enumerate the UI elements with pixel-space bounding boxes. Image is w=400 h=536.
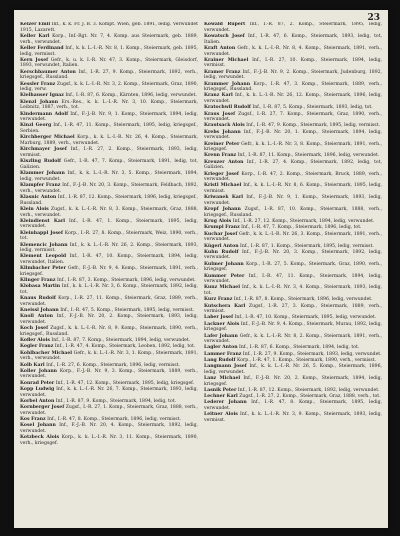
list-entry	[204, 46, 382, 57]
entry-text: Inf., I.-R. 87, 8. Komp., Steiermark, 1896, ledig, verwundet.	[233, 297, 373, 303]
entry-text: Korp., I.-R. 27, 11. Komp., Steiermark, Graz, 1889, verh., verwundet.	[20, 296, 198, 308]
list-entry	[204, 58, 382, 69]
entry-text: Inf., I.-R. 87, 3. Komp., Steiermark, 1896, ledig, verwundet.	[56, 278, 196, 284]
entry-text: Inf., k. k. L.-I.-R. Nr. 8, 1. Komp., Steiermark, geb. 1895, ledig, vermisst.	[20, 45, 198, 57]
entry-text: Inf., I.-R. 87, 5. Komp., Steiermark, 1893, ledig, tot.	[252, 105, 373, 111]
entry-text: Gefr., k. k. L.-I.-R. Nr. 26, 3. Komp., Steiermark, 1891, verh., verwundet.	[204, 231, 382, 243]
list-entry	[20, 296, 198, 307]
entry-name: Krumpl Franz	[204, 225, 240, 231]
list-entry	[204, 105, 382, 111]
entry-name: Kraft Anton	[204, 45, 236, 51]
list-entry	[204, 22, 382, 33]
entry-name: Klammer Johann	[20, 171, 65, 177]
entry-name: Lafer Johann	[204, 333, 238, 339]
entry-name: Kleinhappl Josef	[20, 230, 63, 236]
entry-name: Krug Alois	[204, 219, 232, 225]
entry-name: Lanz Michael	[204, 375, 241, 381]
entry-text: Inf., F.-J.-B. Nr. 9, 2. Komp., Steiermark, Judenburg, 1892, ledig, verwundet.	[204, 69, 382, 81]
entry-text: Inf., I.-R. 47, 4. Komp., Steiermark, Leoben, 1892, ledig, tot.	[54, 344, 196, 350]
list-entry	[204, 82, 382, 93]
entry-name: Kügerl Anton	[204, 243, 239, 249]
entry-text: Inf., I.-R. 47, 7. Komp., Steiermark, 1896, ledig, tot.	[241, 225, 362, 231]
list-entry	[20, 381, 198, 387]
entry-name: Kreuzer Anton	[204, 159, 244, 165]
entry-text: Korp., k. k. L.-I.-R. Nr. 3, 11. Komp., Steiermark, 1890, verh., kriegsgef.	[20, 435, 198, 446]
entry-text: Inf., I.-R. 87, 9. Komp., Steiermark, 1894, ledig, tot.	[55, 398, 177, 404]
entry-name: Kowatsch Josef	[204, 33, 245, 39]
list-entry	[204, 364, 382, 375]
entry-name: Korbel Anton	[20, 398, 55, 404]
entry-name: Kulmer Johann	[204, 261, 244, 267]
list-entry	[20, 344, 198, 350]
list-entry	[204, 123, 382, 129]
list-entry	[20, 314, 198, 325]
entry-text: Inf., F.-J.-B. Nr. 9, 4. Komp., Steiermark, Murau, 1892, ledig, kriegsgef.	[204, 321, 382, 333]
entry-name: Konrad Peter	[20, 380, 55, 386]
entry-text: Gefr., k. k. L.-I.-R. Nr. 8, 2. Komp., Steiermark, 1891, verh., verwundet.	[204, 333, 382, 345]
entry-name: Lechner Karl	[204, 394, 238, 400]
entry-name: Kopp Ludwig	[20, 386, 55, 392]
entry-text: Inf., F.-J.-B. Nr. 9, 1. Komp., Steiermark, 1894, ledig, verwundet.	[20, 111, 198, 123]
list-entry	[20, 219, 198, 230]
entry-text: Inf., F.-J.-B. Nr. 20, 1. Komp., Steiermark, 1894, ledig, verwundet.	[204, 129, 382, 141]
list-entry	[20, 82, 198, 93]
list-entry	[20, 387, 198, 398]
entry-name: Lackner Alois	[204, 321, 240, 327]
entry-text: Inf., I.-R. 87, 11. Komp., Steiermark, 1896, ledig, verwundet.	[237, 153, 380, 159]
list-entry	[20, 171, 198, 182]
entry-text: Gefr., k. u. k. I.-R. Nr. 47, 3. Komp., Steiermark, Gleisdorf, 1893, verwundet, Italien.	[20, 57, 198, 69]
list-entry	[20, 243, 198, 254]
entry-name: Kunz Michael	[204, 285, 240, 291]
entry-text: Inf., I.-R. 47, 10. Komp., Steiermark, 1894, ledig, verwundet, Italien.	[20, 254, 198, 266]
entry-name: Lederer Johann	[204, 400, 247, 406]
entry-text: Inf., k. k. L.-I.-R. Nr. 3, 6. Komp., Steiermark, 1892, ledig, tot.	[20, 284, 198, 296]
entry-name: Krebs Johann	[204, 129, 241, 135]
list-entry	[204, 285, 382, 296]
entry-name: Koch Josef	[20, 326, 49, 332]
entry-name: Krieger Josef	[204, 171, 239, 177]
list-entry	[204, 130, 382, 141]
entry-text: Inf., I.-R. 87, 1. Komp., Steiermark, 1895, ledig, vermisst.	[240, 243, 374, 249]
entry-name: Kropf Johann	[204, 207, 241, 213]
list-entry	[20, 70, 198, 81]
entry-name: Lang Rudolf	[204, 357, 236, 363]
entry-name: Krautsack Alois	[204, 123, 245, 129]
list-entry	[20, 231, 198, 242]
list-entry	[204, 274, 382, 285]
entry-name: Klinger Franz	[20, 278, 56, 284]
entry-text: Korp., Inf.-Rgt. Nr. 7, 4. Komp. aus Steiermark, geb. 1889, verh., verwundet.	[20, 33, 198, 45]
entry-name: Klemencic Johann	[20, 242, 68, 248]
list-entry	[20, 351, 198, 362]
entry-text: Inf., F.-J.-B. Nr. 20, 2. Komp., Steiermark, 1894, ledig, kriegsgef.	[204, 375, 382, 387]
entry-name: Kramer Franz	[204, 69, 241, 75]
list-entry	[204, 160, 382, 171]
list-entry	[204, 400, 382, 411]
entry-text: Inf., k. k. L.-I.-R. Nr. 26, 12. Komp., Steiermark, 1896, ledig, verwundet.	[204, 93, 382, 105]
list-entry	[204, 195, 382, 206]
list-entry	[204, 70, 382, 81]
entry-name: Kristl Michael	[204, 183, 242, 189]
entry-text: Inf., I.-R. 47, 8. Komp., Steiermark, 1896, ledig, vermisst.	[47, 416, 181, 422]
list-entry	[20, 135, 198, 146]
list-entry	[204, 388, 382, 394]
entry-text: Inf., I.-R. 47, 11. Komp., Steiermark, 1895, ledig, kriegsgef., Serbien.	[20, 123, 198, 135]
list-entry	[20, 112, 198, 123]
entry-text: Zugsf., k. k. L.-I.-R. Nr. 8, 3. Komp., Steiermark, Graz, 1888, verh., verwundet.	[20, 206, 198, 218]
entry-text: Inf., I.-R. 87, 12. Komp., Steiermark, 1892, ledig, verwundet.	[237, 387, 380, 393]
entry-text: Inf., k. k. L.-I.-R. Nr. 26, 7. Komp., Steiermark, 1893, ledig, verwundet.	[20, 386, 198, 398]
list-entry	[204, 315, 382, 321]
entry-name: Lammer Franz	[204, 351, 242, 357]
list-entry	[204, 352, 382, 358]
list-entry	[20, 207, 198, 218]
entry-name: Kreiner Peter	[204, 141, 240, 147]
entry-text: Zugsf., I.-R. 87, 10. Komp., Steiermark, 1888, verh., kriegsgef., Russland.	[204, 207, 382, 218]
entry-text: Inf., k. k. Fr. J. B. 3. Kompt. Wien, geb. 1891, ledig. Verwundet 1915, Lazarett.	[20, 22, 198, 33]
list-entry	[20, 435, 198, 446]
entry-text: Inf., I.-R. 27, 9. Komp., Steiermark, 1893, ledig, verwundet.	[242, 351, 382, 357]
list-entry	[204, 183, 382, 194]
list-entry	[204, 153, 382, 159]
entry-name: Langmann Josef	[204, 364, 247, 370]
right-column	[204, 22, 382, 524]
entry-text: Gefr., I.-R. 47, 7. Komp., Steiermark, 1891, ledig, tot, Galizien.	[20, 159, 198, 170]
list-entry	[204, 322, 382, 333]
list-entry	[20, 123, 198, 134]
entry-name: Keller Ferdinand	[20, 45, 64, 51]
list-entry	[20, 147, 198, 158]
entry-name: Kerschbaumer Anton	[20, 69, 76, 75]
entry-name: Kriwanek Karl	[204, 195, 244, 201]
entry-text: Zugsf., k. k. L.-I.-R. Nr. 3, 2. Komp., Steiermark, Graz, 1890, ledig, verw.	[20, 81, 198, 93]
entry-name: Kern Josef	[20, 57, 49, 63]
entry-text: Inf., I.-R. 47, 8. Komp., Steiermark, 1895, ledig, verwundet.	[204, 400, 382, 411]
list-entry	[204, 334, 382, 345]
entry-name: Kneissl Johann	[20, 308, 59, 314]
list-entry	[20, 326, 198, 337]
entry-name: Kienzl Johann	[20, 99, 59, 105]
entry-text: Inf., I.-R. 27, 10. Komp., Steiermark, 1894, ledig, vermisst.	[204, 57, 382, 69]
entry-name: Kohlbacher Michael	[20, 350, 73, 356]
entry-name: Klement Leopold	[20, 254, 67, 260]
list-entry	[20, 183, 198, 194]
entry-name: Kinzl Georg	[20, 123, 52, 129]
entry-name: Kindermann Adolf	[20, 111, 69, 117]
entry-text: Inf., I.-R. 27, 2. Komp., Steiermark, 1893, ledig, vermisst.	[20, 147, 198, 158]
entry-text: Inf., I.-R. 47, 6. Komp., Steiermark, 1893, ledig, tot, Italien.	[204, 33, 382, 45]
entry-name: Koller Johann	[20, 368, 58, 374]
entry-name: Krenn Franz	[204, 153, 237, 159]
entry-text: Inf., I.-R. 27, 6. Komp., Steiermark, 1896, ledig, vermisst.	[46, 362, 180, 368]
list-entry	[204, 142, 382, 153]
entry-name: Keizer Emil	[20, 22, 51, 27]
list-entry	[204, 262, 382, 273]
entry-text: Gefr., k. k. L.-I.-R. Nr. 3, 8. Komp., Steiermark, 1891, verh., kriegsgef.	[204, 141, 382, 153]
list-entry	[204, 207, 382, 218]
list-entry	[20, 93, 198, 99]
entry-name: Leitner Alois	[204, 412, 238, 418]
entry-name: Kessler Franz	[20, 81, 56, 87]
entry-text: Inf., k. k. L.-I.-R. Nr. 3, 9. Komp., Steiermark, 1893, ledig, vermisst.	[204, 412, 382, 423]
entry-name: Kolb Karl	[20, 362, 45, 368]
list-entry	[204, 358, 382, 364]
entry-text: Korp., I.-R. 27, 8. Komp., Steiermark, Weiz, 1890, verh., tot.	[20, 230, 198, 242]
list-entry	[20, 254, 198, 265]
entry-name: Kielhauser Ignaz	[20, 93, 64, 99]
entry-name: Klampfer Franz	[20, 182, 61, 188]
list-entry	[20, 159, 198, 170]
entry-text: Gefr., F.-J.-B. Nr. 9, 4. Komp., Steiermark, 1891, verh., kriegsgef.	[20, 266, 198, 278]
entry-name: Kuhn Rudolf	[204, 249, 239, 255]
entry-name: Kotzbeck Alois	[20, 435, 60, 441]
list-entry	[20, 100, 198, 111]
entry-text: Inf., F.-J.-B. Nr. 20, 4. Komp., Steiermark, 1892, ledig, verwundet.	[20, 423, 198, 434]
list-entry	[20, 195, 198, 206]
entry-text: Inf., I.-R. 47, 12. Komp., Steiermark, 1895, ledig, kriegsgef.	[55, 380, 195, 386]
list-entry	[204, 304, 382, 315]
list-entry	[204, 34, 382, 45]
entry-name: Keller Karl	[20, 33, 50, 39]
entry-name: Klasnic Anton	[20, 194, 57, 200]
entry-text: Inf., I.-R. 47, 1. Komp., Steiermark, 1895, ledig, verwundet.	[20, 218, 198, 230]
list-entry	[20, 58, 198, 69]
entry-text: Inf., k. k. L.-I.-R. Nr. 26, 5. Komp., Steiermark, 1896, ledig, verwundet.	[204, 364, 382, 375]
list-entry	[20, 399, 198, 405]
entry-name: Kraus Josef	[204, 111, 236, 117]
entry-text: Inf., F.-J.-B. Nr. 20, 3. Komp., Steiermark, 1892, ledig, verwundet.	[204, 249, 382, 261]
entry-text: Inf., I.-R. 87, 6. Komp., Steiermark, 1894, ledig, tot.	[239, 345, 360, 351]
list-entry	[204, 112, 382, 123]
list-entry	[20, 423, 198, 434]
entry-name: Kurz Franz	[204, 297, 233, 303]
entry-text: Zugsf., I.-R. 27, 7. Komp., Steiermark, Graz, 1890, verh., verwundet.	[204, 111, 382, 123]
entry-name: Kosel Johann	[20, 423, 56, 429]
entry-name: Klein Alois	[20, 206, 49, 212]
list-entry	[20, 266, 198, 277]
list-entry	[20, 34, 198, 45]
entry-text: Inf., k. k. L.-I.-R. Nr. 26, 2. Komp., Steiermark, 1893, ledig, vermisst.	[20, 242, 198, 254]
list-entry	[204, 376, 382, 387]
list-entry	[204, 244, 382, 250]
entry-name: Kranz Karl	[204, 93, 233, 99]
entry-name: Kofler Alois	[20, 338, 50, 344]
entry-text: Inf., I.-R. 27, 4. Komp., Steiermark, 1892, ledig, tot, Galizien.	[204, 159, 382, 171]
list-entry	[204, 93, 382, 104]
entry-text: Zugsf., I.-R. 27, 2. Komp., Steiermark, Graz, 1888, verh., tot.	[239, 394, 381, 400]
entry-text: Korp., F.-J.-B. Nr. 9, 3. Komp., Steiermark, 1889, verh., verwundet.	[20, 368, 198, 380]
entry-text: Inf., I.-R. 47, 11. Komp., Steiermark, 1894, ledig, verwundet.	[204, 273, 382, 285]
entry-text: Inf., I.-R. 27, 9. Komp., Steiermark, 1892, verh., kriegsgef., Russland.	[20, 69, 198, 81]
entry-name: Kowald Rupert	[204, 22, 246, 27]
entry-text: Zugsf., I.-R. 27, 1. Komp., Steiermark, Graz, 1888, verh., verwundet.	[20, 405, 198, 416]
entry-text: Zugsf., I.-R. 27, 3. Komp., Steiermark, 1889, verh., vermisst.	[204, 303, 382, 315]
list-entry	[20, 46, 198, 57]
entry-name: Kogler Franz	[20, 344, 54, 350]
entry-text: Korp., k. k. L.-I.-R. Nr. 26, 4. Komp., Steiermark, Marburg, 1889, verh., verwundet.	[20, 135, 198, 147]
entry-name: Klobasa Martin	[20, 284, 61, 290]
entry-text: Inf., F.-J.-B. Nr. 20, 3. Komp., Steiermark, Feldbach, 1892, verh., verwundet.	[20, 182, 198, 194]
entry-text: Gefr., k. k. L.-I.-R. Nr. 3, 1. Komp., Steiermark, 1891, verh., verwundet.	[20, 350, 198, 362]
entry-name: Kirchmayer Josef	[20, 147, 67, 153]
entry-name: Kornberger Josef	[20, 405, 65, 410]
entry-name: Knoll Anton	[20, 314, 54, 320]
entry-text: Inf., I.-R. 47, 9. Komp., Steiermark, 1895, ledig, vermisst.	[246, 123, 380, 129]
columns	[20, 22, 382, 524]
entry-name: Knaus Rudolf	[20, 296, 56, 302]
entry-text: Ers.-Res., k. k. L.-I.-R. Nr. 3, 10. Komp., Steiermark, Leibnitz, 1887, verh., tot.	[20, 99, 198, 111]
entry-name: Laber Josef	[204, 315, 234, 321]
entry-text: Korp., I.-R. 47, 1. Komp., Steiermark, 1890, verh., vermisst.	[236, 357, 377, 363]
list-entry	[204, 345, 382, 351]
document-page	[14, 10, 388, 528]
entry-name: Kummer Peter	[204, 273, 245, 279]
entry-name: Kutschera Karl	[204, 303, 246, 309]
entry-name: Lagler Anton	[204, 345, 238, 351]
list-entry	[20, 369, 198, 380]
entry-text: Inf., F.-J.-B. Nr. 9, 1. Komp., Steiermark, 1893, ledig, verwundet.	[204, 195, 382, 207]
entry-text: Inf., k. k. L.-I.-R. Nr. 3, 5. Komp., Steiermark, 1894, ledig, verwundet.	[20, 171, 198, 182]
entry-name: Krammer Johann	[204, 81, 251, 87]
entry-text: Korp., I.-R. 27, 5. Komp., Steiermark, Graz, 1890, verh., kriegsgef.	[204, 261, 382, 273]
list-entry	[204, 394, 382, 400]
entry-name: Lasnik Peter	[204, 387, 237, 393]
entry-name: Kleindienst Karl	[20, 218, 65, 224]
entry-text: Inf., I.-R. 47, 10. Komp., Steiermark, 1895, ledig, verwundet.	[234, 315, 377, 321]
left-column	[20, 22, 198, 524]
entry-name: Klimbacher Peter	[20, 266, 66, 272]
entry-text: Zugsf., k. k. L.-I.-R. Nr. 8, 9. Komp., Steiermark, 1890, verh., kriegsgef., Russland.	[20, 326, 198, 338]
entry-text: Inf., I.-R. 47, 5. Komp., Steiermark, 1895, ledig, vermisst.	[60, 308, 195, 314]
entry-text: Inf., I.-R. 27, 12. Komp., Steiermark, 1894, ledig, verwundet.	[232, 219, 375, 225]
page-number: 23	[367, 13, 380, 23]
entry-name: Kos Franz	[20, 416, 46, 422]
list-entry	[204, 172, 382, 183]
list-entry	[204, 250, 382, 261]
entry-text: Gefr., k. k. L.-I.-R. Nr. 8, 4. Komp., Steiermark, 1891, verh., verwundet.	[204, 45, 382, 57]
entry-name: Kratochwil Rudolf	[204, 105, 251, 111]
entry-text: Inf., k. k. L.-I.-R. Nr. 8, 6. Komp., Steiermark, 1895, ledig, vermisst.	[204, 183, 382, 195]
entry-name: Kuchar Josef	[204, 231, 238, 237]
list-entry	[20, 405, 198, 416]
list-entry	[204, 232, 382, 243]
entry-text: Inf., I.-R. 87, 6. Komp., Kärnten, 1896, ledig, verwundet.	[65, 93, 197, 99]
entry-name: Krainer Michael	[204, 57, 249, 63]
list-entry	[204, 225, 382, 231]
list-entry	[20, 417, 198, 423]
list-entry	[204, 297, 382, 303]
entry-text: Inf., F.-J.-B. Nr. 20, 2. Komp., Steiermark, 1893, ledig, verwundet.	[20, 314, 198, 326]
entry-name: Kirchberger Michael	[20, 135, 75, 141]
entry-text: Inf., I.-R. 87, 2. Komp., Steiermark, 1895, ledig, verwundet.	[204, 22, 382, 33]
entry-name: Kiszling Rudolf	[20, 159, 62, 165]
list-entry	[20, 284, 198, 295]
list-entry	[20, 363, 198, 369]
entry-text: Inf., I.-R. 87, 12. Komp., Steiermark, 1896, ledig, kriegsgef., Russland.	[20, 194, 198, 206]
list-entry	[204, 412, 382, 423]
entry-text: Inf., k. k. L.-I.-R. Nr. 3, 4. Komp., Steiermark, 1893, ledig, tot.	[204, 285, 382, 297]
entry-text: Korp., I.-R. 47, 3. Komp., Steiermark, 1889, verh., kriegsgef., Russland.	[204, 81, 382, 93]
list-entry	[20, 22, 198, 33]
entry-text: Inf., I.-R. 87, 7. Komp., Steiermark, 1894, ledig, verwundet.	[51, 338, 191, 344]
entry-text: Korp., I.-R. 47, 2. Komp., Steiermark, Bruck, 1889, verh., verwundet.	[204, 171, 382, 183]
